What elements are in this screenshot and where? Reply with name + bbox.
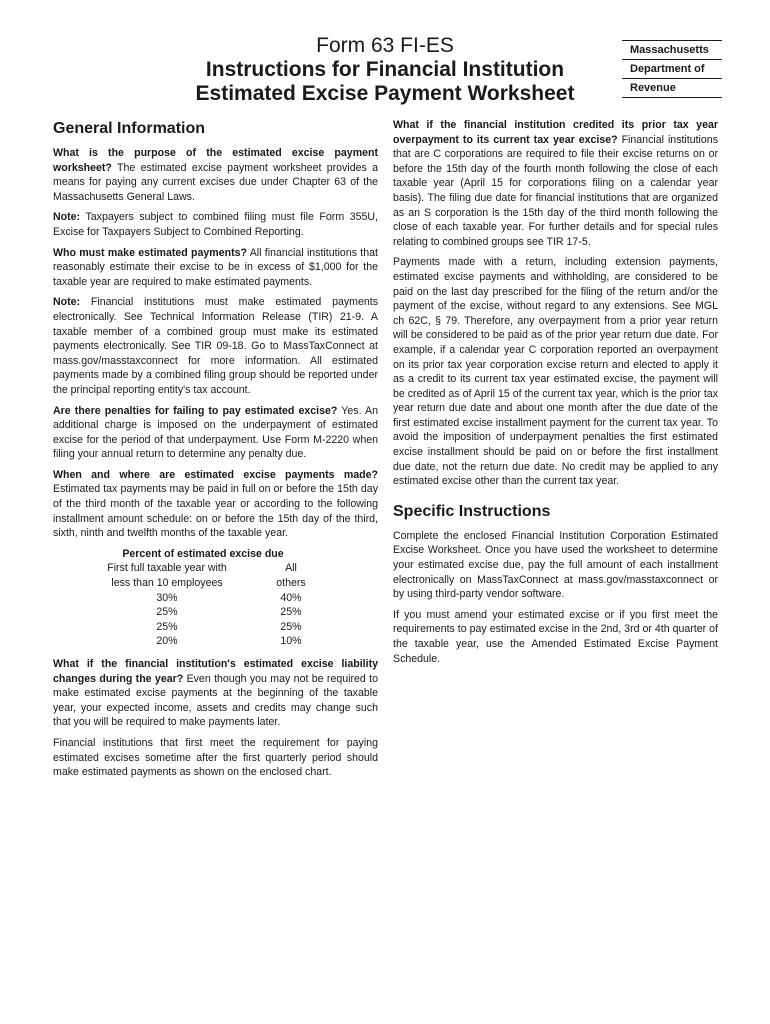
agency-block [622,40,722,98]
when-where-paragraph [53,468,378,541]
table-cell: 25% [280,620,302,633]
combined-note-paragraph [53,210,378,239]
penalties-paragraph [53,404,378,462]
purpose-paragraph [53,146,378,204]
liability-changes-answer: Even though you may not be required to make estimated excise payments at the beginning of the taxable year, your expected income, assets and credits may change such that you will be required to make payments later. [53,672,379,729]
left-column [53,118,378,786]
table-row [83,634,331,649]
table-header-row [83,561,331,590]
purpose-answer: The estimated excise payment worksheet provides a means for paying any current excises due under Chapter 63 of the Massachusetts General Laws. [53,161,378,203]
col1-header-line-2: less than 10 employees [111,577,223,590]
col2-header-line-1: All [285,562,297,575]
when-where-question: When and where are estimated excise payments made? [53,468,378,481]
general-information-heading: General Information [53,120,206,137]
overpayment-question: What if the financial institution credited its prior tax year overpayment to its current tax year excise? [393,119,718,146]
table-row [83,591,331,606]
table-cell: 25% [156,606,178,619]
form-number: Form 63 FI-ES [316,34,454,57]
overpayment-paragraph [393,118,718,249]
amend-instructions-paragraph: If you must amend your estimated excise or if you first meet the requirements to pay estimated excise in the 2nd, 3rd or 4th quarter of the taxable year, use the Amended Estimated Excise Payment Schedule. [393,608,718,665]
note-label: Note: [53,296,81,309]
table-row [83,620,331,635]
who-must-question: Who must make estimated payments? [53,246,247,259]
table-cell: 25% [280,606,302,619]
table-cell: 10% [280,635,302,648]
table-row [83,605,331,620]
overpayment-answer: Financial institutions that are C corporations are required to file their excise returns on or before the 15th day of the fourth month following the close of each taxable year (April 15 for corporations filing on a calendar year basis). The filing due date for financial institutions that are organized as an S corporation is the 15th day of the third month following the close of each taxable year. For further details and for special rules relating to combined groups see TIR 17-5. [393,133,718,248]
first-meet-paragraph: Financial institutions that first meet the requirement for paying estimated excises sometime after the first quarterly period should make estimated payments as shown on the enclosed chart. [53,736,378,779]
title-block [170,34,600,106]
table-cell: 20% [156,635,178,648]
worksheet-instructions-paragraph: Complete the enclosed Financial Institution Corporation Estimated Excise Worksheet. Once you have used the worksheet to determine your estimated excise due, pay the full amount of each installment electronically on MassTaxConnect at mass.gov/masstaxconnect or by using third-party vendor software. [393,529,718,601]
percent-due-title: Percent of estimated excise due [122,547,284,560]
title-line-2: Estimated Excise Payment Worksheet [195,82,575,105]
agency-line-1: Massachusetts [622,40,722,59]
when-where-answer: Estimated tax payments may be paid in full on or before the 15th day of the third month of the taxable year or according to the following installment amount schedule: on or before the 15th day of the third, sixth, ninth and twelfth months of the taxable year. [53,483,378,540]
page-header [0,30,770,110]
col1-header-line-1: First full taxable year with [107,562,227,575]
penalties-answer: Yes. An additional charge is imposed on the underpayment of estimated excise for the period of that underpayment. Use Form M-2220 when filing your annual return to determine any penalty due. [53,404,379,461]
title-line-1: Instructions for Financial Institution [205,58,565,81]
specific-instructions-heading: Specific Instructions [393,502,551,520]
electronic-note-text: Financial institutions must make estimated payments electronically. See Technical Information Release (TIR) 21-9. A taxable member of a combined group must make its estimated payments electronically. See TIR 09-18. Go to MassTaxConnect at mass.gov/masstaxconnect for more information. All estimated payments made by a combined filing group should be reported under the principal reporting entity's tax account. [53,296,378,396]
liability-changes-paragraph [53,657,378,730]
who-must-answer: All financial institutions that reasonably estimate their excise to be in excess of $1,000 for the taxable year are required to make estimated payments. [53,246,378,288]
col1-header [83,561,251,590]
note-label: Note: [53,211,81,224]
payments-with-return-paragraph: Payments made with a return, including extension payments, estimated excise payments and withholding, are considered to be paid on the last day prescribed for the filing of the return and/or the payment of the excise, without regard to any extensions. See MGL ch 62C, § 79. Therefore, any overpayment from a prior year return will be considered to be paid as of the prior year return due date. For example, if a calendar year C corporation reported an overpayment on its prior tax year corporation excise return and elected to apply it as a credit to its current tax year estimated excise, the payment will be credited as of April 15 of the current tax year, which is the prior tax year return due date and about one month after the due date of the first estimated excise installment payment for the current tax year. To avoid the imposition of underpayment penalties the first estimated excise installment should be paid on or before the first installment due date, not the return due date. No credit may be applied to any estimated excise other than the current tax year. [393,256,718,488]
percent-due-grid [83,561,331,649]
table-cell: 30% [156,591,178,604]
penalties-question: Are there penalties for failing to pay estimated excise? [53,404,338,417]
electronic-note-paragraph [53,295,378,397]
liability-changes-question: What if the financial institution's estimated excise liability changes during the year? [53,658,378,685]
table-cell: 25% [156,620,178,633]
combined-note-text: Taxpayers subject to combined filing must file Form 355U, Excise for Taxpayers Subject to Combined Reporting. [53,211,378,238]
who-must-paragraph [53,246,378,290]
table-cell: 40% [280,591,302,604]
purpose-question: What is the purpose of the estimated excise payment worksheet? [53,147,378,174]
agency-line-3: Revenue [622,78,722,98]
agency-line-2: Department of [622,59,722,78]
col2-header-line-2: others [276,577,306,590]
col2-header [251,561,331,590]
right-column [393,118,718,672]
percent-due-table [53,547,378,649]
